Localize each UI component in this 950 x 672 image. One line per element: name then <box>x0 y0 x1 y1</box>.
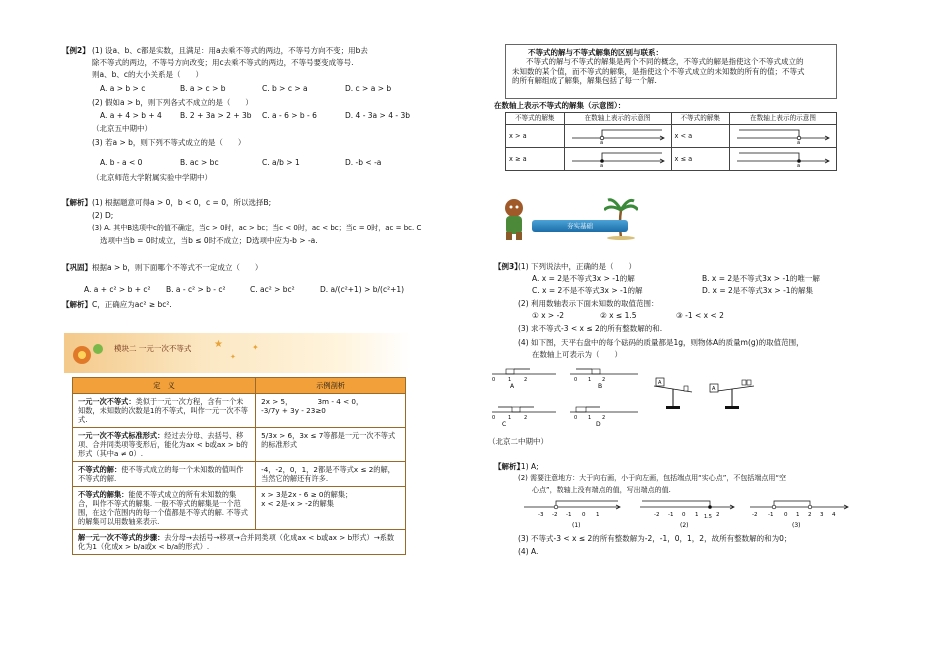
ex3-q3: (3) 求不等式-3 < x ≤ 2的所有整数解的和. <box>518 324 663 333</box>
table-header-definition: 定 义 <box>73 378 256 394</box>
ex3-source: （北京二中期中） <box>488 437 548 446</box>
q1-stem-2: 除不等式的两边，不等号方向改变；用c去乘不等式的两边，不等号要变成等号. <box>92 58 354 67</box>
svg-text:3: 3 <box>820 512 824 518</box>
difference-text-1: 不等式的解与不等式的解集是两个不同的概念，不等式的解是指使这个不等式成立的 <box>526 57 804 67</box>
palm-tree-icon <box>604 198 638 240</box>
svg-text:-1: -1 <box>768 512 774 518</box>
consolidate-answer: C，正确应为ac² ≥ bc². <box>92 300 172 309</box>
numberline-cell <box>730 125 837 148</box>
ex3-q1: (1) 下列说法中，正确的是（ ） <box>518 262 637 271</box>
svg-text:(1): (1) <box>572 522 581 529</box>
svg-text:(2): (2) <box>680 522 689 529</box>
q3-option-c: C. a/b > 1 <box>262 158 300 167</box>
q2-stem: (2) 假如a > b，则下列各式不成立的是（ ） <box>92 98 253 107</box>
numberline-figure <box>568 149 668 167</box>
choice-label: C <box>502 421 507 428</box>
svg-text:0: 0 <box>574 415 578 421</box>
answer-numberline-3 <box>750 501 848 529</box>
ex3-answer-label: 【解析】 <box>494 462 524 471</box>
inequality-cell: x > a <box>506 125 565 148</box>
numberline-table <box>505 112 837 171</box>
svg-text:A: A <box>712 386 716 392</box>
numberline-cell <box>564 125 671 148</box>
ex3-q2-item-3: ③ -1 < x < 2 <box>676 311 724 320</box>
answer-1: (1) 根据题意可得a > 0，b < 0，c = 0，所以选择B; <box>92 198 272 207</box>
tick-label: a <box>599 140 603 144</box>
inequality-cell: x ≥ a <box>506 148 565 171</box>
consolidate-option-a: A. a + c² > b + c² <box>84 285 151 294</box>
q3-option-a: A. b - a < 0 <box>100 158 143 167</box>
numtab-header: 在数轴上表示的示意图 <box>564 113 671 125</box>
q2-option-d: D. 4 - 3a > 4 - 3b <box>345 111 410 120</box>
balance-scale-icon <box>710 380 754 409</box>
definition-cell: 一元一次不等式：类似于一元一次方程，含有一个未知数，未知数的次数是1的不等式，叫作一元一次不等式. <box>73 394 256 428</box>
balance-scales-figure <box>650 372 760 412</box>
definition-cell: 不等式的解：使不等式成立的每一个未知数的值叫作不等式的解. <box>73 462 256 487</box>
consolidate-option-b: B. a - c² > b - c² <box>166 285 226 294</box>
svg-text:0: 0 <box>492 415 496 421</box>
table-row <box>73 394 406 428</box>
inequality-cell: x < a <box>671 125 730 148</box>
consolidate-stem: 根据a > b，则下面哪个不等式不一定成立（ ） <box>92 263 263 272</box>
table-row <box>73 487 406 530</box>
example-cell: 5/3x > 6，3x ≤ 7等都是一元一次不等式的标准形式 <box>256 428 406 462</box>
ex3-q1-option-b: B. x = 2是不等式3x > -1的唯一解 <box>702 274 820 283</box>
table-row <box>73 428 406 462</box>
svg-text:-1: -1 <box>668 512 674 518</box>
choice-figures <box>488 362 648 430</box>
q3-option-b: B. ac > bc <box>180 158 219 167</box>
flower-decoration-icon <box>68 337 108 369</box>
q1-stem-3: 则a、b、c的大小关系是（ ） <box>92 70 203 79</box>
section-header <box>494 196 638 242</box>
table-row <box>73 462 406 487</box>
q3-option-d: D. -b < -a <box>345 158 382 167</box>
ex3-q2-item-2: ② x ≤ 1.5 <box>600 311 637 320</box>
tick-label: a <box>797 140 801 144</box>
section-title-bar: 夯实基础 <box>532 220 628 232</box>
consolidate-option-c: C. ac² > bc² <box>250 285 295 294</box>
svg-text:0: 0 <box>682 512 686 518</box>
q1-option-b: B. a > c > b <box>180 84 226 93</box>
svg-text:0: 0 <box>574 377 578 383</box>
svg-text:4: 4 <box>832 512 836 518</box>
svg-text:2: 2 <box>602 377 606 383</box>
q1-option-a: A. a > b > c <box>100 84 146 93</box>
q1-option-d: D. c > a > b <box>345 84 392 93</box>
ex3-q2-item-1: ① x > -2 <box>532 311 565 320</box>
svg-text:1: 1 <box>796 512 800 518</box>
svg-text:0: 0 <box>784 512 788 518</box>
answer-2: (2) D; <box>92 211 114 220</box>
q1-option-c: C. b > c > a <box>262 84 308 93</box>
ex3-q4: (4) 如下图，天平右盘中的每个砝码的质量都是1g，则物体A的质量m(g)的取值范围， <box>518 338 804 347</box>
definition-cell: 一元一次不等式标准形式：经过去分母、去括号、移项、合并同类项等变形后，能化为ax < b或ax > b的形式（其中a ≠ 0）. <box>73 428 256 462</box>
q3-stem: (3) 若a > b，则下列不等式成立的是（ ） <box>92 138 246 147</box>
numtab-header: 不等式的解集 <box>671 113 730 125</box>
svg-text:-3: -3 <box>538 512 544 518</box>
choice-a-figure <box>492 369 556 390</box>
star-icon: ✦ <box>252 343 259 352</box>
ex3-q4b: 在数轴上可表示为（ ） <box>532 350 622 359</box>
ex3-answer-2: (2) 需要注意地方：大于向右画，小于向左画，包括端点用“实心点”，不包括端点用“空 <box>518 474 787 482</box>
svg-text:A: A <box>658 380 662 386</box>
svg-text:1: 1 <box>508 377 512 383</box>
difference-text-3: 的所有解组成了解集，解集包括了每一个解. <box>512 76 657 86</box>
difference-title: 不等式的解与不等式解集的区别与联系： <box>528 48 663 57</box>
tick-label: a <box>797 163 801 168</box>
svg-text:1: 1 <box>508 415 512 421</box>
example-3-label: 【例3】 <box>494 262 522 271</box>
numtab-header: 不等式的解集 <box>506 113 565 125</box>
consolidate-option-d: D. a/(c²+1) > b/(c²+1) <box>320 285 405 294</box>
ex3-q2: (2) 利用数轴表示下面未知数的取值范围： <box>518 299 659 308</box>
svg-text:0: 0 <box>492 377 496 383</box>
svg-text:1: 1 <box>588 377 592 383</box>
ex3-answer-3: (3) 不等式-3 < x ≤ 2的所有整数解为-2，-1，0，1，2，故所有整数解的和为0； <box>518 534 792 543</box>
example-cell: -4，-2，0，1，2都是不等式x ≤ 2的解，当然它的解还有许多. <box>256 462 406 487</box>
svg-text:2: 2 <box>524 415 528 421</box>
table-row <box>73 530 406 555</box>
svg-text:-2: -2 <box>752 512 758 518</box>
consolidate-label: 【巩固】 <box>62 263 92 272</box>
numberline-cell <box>730 148 837 171</box>
svg-text:-2: -2 <box>552 512 558 518</box>
ex3-q1-option-a: A. x = 2是不等式3x > -1的解 <box>532 274 635 283</box>
numtab-header: 在数轴上表示的示意图 <box>730 113 837 125</box>
svg-text:-2: -2 <box>654 512 660 518</box>
answer-3: (3) A. 其中B选项中c的值不确定，当c > 0时，ac > bc；当c < 0时，ac < bc；当c = 0时，ac = bc. C <box>92 224 422 232</box>
star-icon: ★ <box>214 339 223 350</box>
svg-text:2: 2 <box>716 512 720 518</box>
module-banner <box>64 333 410 373</box>
solve-steps-cell: 解一元一次不等式的步骤：去分母→去括号→移项→合并同类项（化成ax < b或ax > b形式）→系数化为1（化成x > b/a或x < b/a的形式）. <box>73 530 406 555</box>
q2-option-a: A. a + 4 > b + 4 <box>100 111 162 120</box>
svg-text:1: 1 <box>695 512 699 518</box>
definition-cell: 不等式的解集：能使不等式成立的所有未知数的集合，叫作不等式的解集. 一般不等式的解集是一个范围，在这个范围内的每一个值都是不等式的解. 不等式的解集可以用数轴来表示. <box>73 487 256 530</box>
svg-text:1: 1 <box>596 512 600 518</box>
tick-label: a <box>599 163 603 168</box>
choice-c-figure <box>492 407 556 428</box>
svg-text:2: 2 <box>808 512 812 518</box>
svg-text:0: 0 <box>582 512 586 518</box>
q1-stem: (1) 设a、b、c都是实数，且满足：用a去乘不等式的两边，不等号方向不变；用b去 <box>92 46 368 55</box>
numberline-figure <box>568 126 668 144</box>
consolidate-answer-label: 【解析】 <box>62 300 92 309</box>
choice-label: B <box>598 383 603 390</box>
difference-text-2: 未知数的某个值，而不等式的解集，是指使这个不等式成立的未知数的所有的值；不等式 <box>512 66 805 76</box>
choice-d-figure <box>570 407 638 428</box>
cartoon-character-icon <box>494 196 534 242</box>
choice-label: A <box>510 383 515 390</box>
choice-b-figure <box>570 369 638 390</box>
difference-box <box>505 44 837 99</box>
q3-source: （北京师范大学附属实验中学期中） <box>92 173 212 182</box>
svg-text:1: 1 <box>588 415 592 421</box>
answer-label: 【解析】 <box>62 198 92 207</box>
svg-text:-1: -1 <box>566 512 572 518</box>
ex3-q1-option-c: C. x = 2不是不等式3x > -1的解 <box>532 286 643 295</box>
numberline-cell <box>564 148 671 171</box>
q2-option-c: C. a - 6 > b - 6 <box>262 111 317 120</box>
answer-3b: 选项中当b = 0时成立，当b ≤ 0时不成立；D选项中应为-b > -a. <box>100 236 318 245</box>
numline-title: 在数轴上表示不等式的解集（示意图）： <box>494 101 626 110</box>
ex3-answer-1: (1) A; <box>518 462 539 471</box>
q2-option-b: B. 2 + 3a > 2 + 3b <box>180 111 252 120</box>
svg-text:2: 2 <box>602 415 606 421</box>
ex3-answer-4: (4) A. <box>518 547 539 556</box>
numberline-figure <box>733 126 833 144</box>
svg-text:1.5: 1.5 <box>704 514 712 520</box>
ex3-answer-2b: 心点”，数轴上没有端点的值，写出端点的值. <box>532 486 671 494</box>
module-title: 模块二 一元一次不等式 <box>114 344 192 353</box>
q2-source: （北京五中期中） <box>92 124 152 133</box>
table-header-examples: 示例剖析 <box>256 378 406 394</box>
answer-numberline-2 <box>640 501 734 529</box>
example-2-label: 【例2】 <box>62 46 90 55</box>
balance-scale-icon <box>654 378 692 409</box>
definition-table <box>72 377 406 555</box>
answer-numberlines <box>520 497 850 531</box>
choice-label: D <box>596 421 601 428</box>
example-cell: x > 3是2x - 6 ≥ 0的解集； x < 2是-x > -2的解集 <box>256 487 406 530</box>
answer-numberline-1 <box>524 501 620 529</box>
svg-text:(3): (3) <box>792 522 801 529</box>
svg-text:2: 2 <box>524 377 528 383</box>
ex3-q1-option-d: D. x = 2是不等式3x > -1的解集 <box>702 286 814 295</box>
example-cell: 2x > 5， 3m - 4 < 0， -3/7y + 3y - 23≥0 <box>256 394 406 428</box>
inequality-cell: x ≤ a <box>671 148 730 171</box>
star-icon: ✦ <box>230 353 236 361</box>
numberline-figure <box>733 149 833 167</box>
